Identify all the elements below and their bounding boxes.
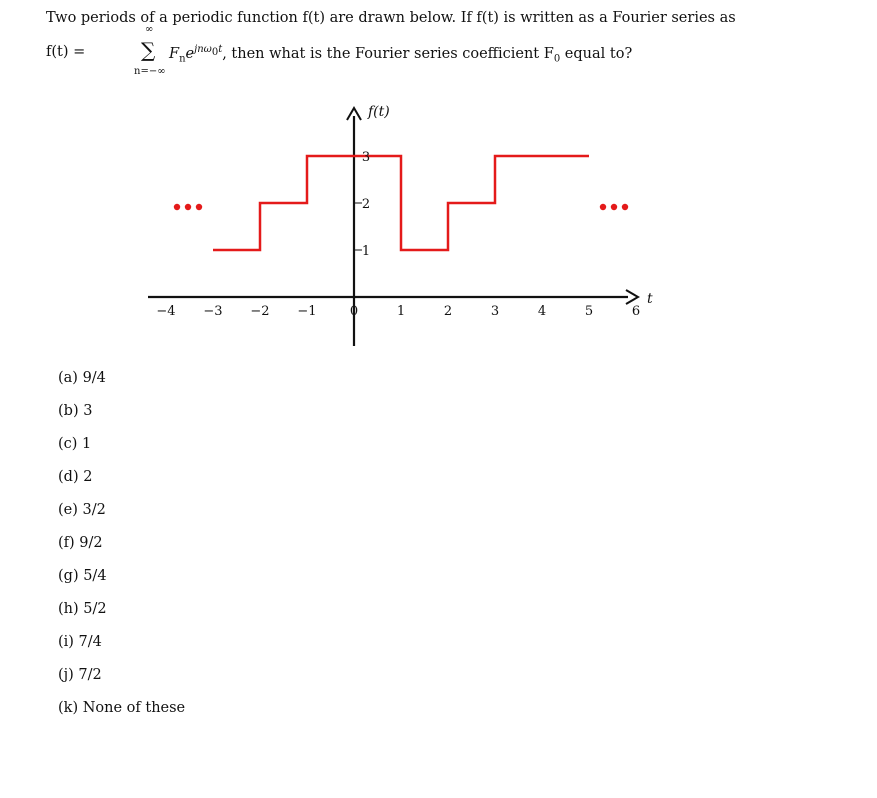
question-line-1: Two periods of a periodic function f(t) are drawn below. If f(t) is written as a Fourier series as bbox=[46, 10, 736, 26]
line2-end: equal to? bbox=[560, 45, 633, 62]
choice-f: (f) 9/2 bbox=[58, 535, 103, 551]
x-tick-label: −2 bbox=[250, 304, 270, 319]
x-tick-label: −3 bbox=[203, 304, 223, 319]
y-tick-label: 3 bbox=[361, 150, 371, 165]
term-base: F bbox=[169, 45, 180, 62]
line2-tail: , then what is the Fourier series coefficient F bbox=[222, 45, 554, 62]
summation-lower: n=−∞ bbox=[134, 66, 166, 77]
continuation-dot bbox=[174, 204, 180, 210]
continuation-dot bbox=[611, 204, 617, 210]
choice-c: (c) 1 bbox=[58, 436, 92, 452]
fourier-lhs: f(t) = bbox=[46, 44, 86, 60]
continuation-dot bbox=[600, 204, 606, 210]
choice-i: (i) 7/4 bbox=[58, 634, 102, 650]
choice-g: (g) 5/4 bbox=[58, 568, 107, 584]
term-sub: n bbox=[179, 53, 186, 65]
x-tick-label: −1 bbox=[297, 304, 317, 319]
function-plot bbox=[0, 0, 877, 360]
x-tick-label: 4 bbox=[537, 304, 547, 319]
y-tick-label: 2 bbox=[361, 197, 371, 212]
step-function-line bbox=[213, 156, 589, 250]
x-tick-label: 2 bbox=[443, 304, 453, 319]
term-exp-text: jnω bbox=[194, 44, 212, 55]
term-exp-sub: 0 bbox=[211, 47, 219, 58]
term-exp-t: t bbox=[218, 44, 223, 55]
continuation-dot bbox=[185, 204, 191, 210]
choice-j: (j) 7/2 bbox=[58, 667, 102, 683]
coef-sub: 0 bbox=[553, 53, 561, 65]
choice-h: (h) 5/2 bbox=[58, 601, 107, 617]
x-tick-label: 0 bbox=[349, 304, 359, 319]
x-tick-label: 1 bbox=[396, 304, 406, 319]
choice-d: (d) 2 bbox=[58, 469, 93, 485]
x-tick-label: 5 bbox=[584, 304, 594, 319]
continuation-mark: ... bbox=[187, 211, 189, 212]
y-axis-label: f(t) bbox=[368, 104, 390, 120]
summation-symbol: ∑ bbox=[141, 38, 156, 62]
continuation-dot bbox=[196, 204, 202, 210]
summation-upper: ∞ bbox=[145, 24, 154, 35]
continuation-mark: ... bbox=[613, 211, 615, 212]
continuation-dot bbox=[622, 204, 628, 210]
x-tick-label: 3 bbox=[490, 304, 500, 319]
choice-a: (a) 9/4 bbox=[58, 370, 106, 386]
choice-k: (k) None of these bbox=[58, 700, 186, 716]
x-tick-label: −4 bbox=[156, 304, 176, 319]
term-exp-base: e bbox=[185, 45, 195, 62]
choice-b: (b) 3 bbox=[58, 403, 93, 419]
choice-e: (e) 3/2 bbox=[58, 502, 106, 518]
x-tick-label: 6 bbox=[631, 304, 641, 319]
x-axis-label: t bbox=[647, 291, 653, 307]
y-tick-label: 1 bbox=[361, 244, 371, 259]
